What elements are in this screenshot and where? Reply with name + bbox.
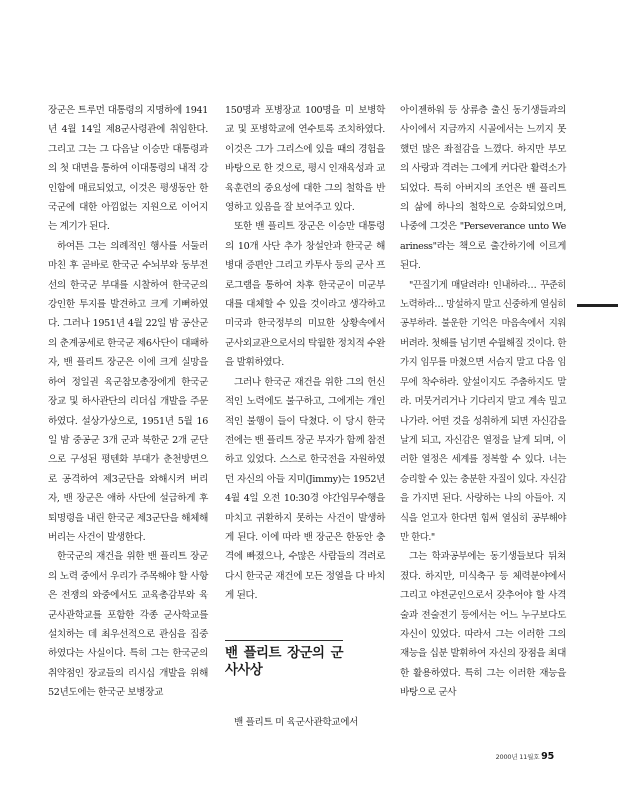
text-column-3	[400, 101, 566, 703]
paragraph: 한국군의 재건을 위한 밴 플리트 장군의 노력 중에서 우리가 주목해야 할 사항은 전쟁의 와중에서도 교육총감부와 육군사관학교를 포함한 각종 군사학교를 설치하는 데 최우선적으로 관심을 집중하였다는 사실이다. 특히 그는 한국군의 취약점인 장교들의 리시십 개발을 위해 52년도에는 한국군 보병장교	[48, 551, 208, 699]
paragraph: 아이젠하워 등 상류층 출신 동기생들과의 사이에서 지금까지 시골에서는 느끼지 못했던 많은 좌절감을 느꼈다. 하지만 부모의 사랑과 격려는 그에게 커다란 활력소가 되었다. 특히 아버지의 조언은 밴 플리트의 삶에 하나의 철학으로 승화되었으며, 나중에 그것은 "Perseverance unto Weariness"라는 책으로 출간하기에 이르게 된다.	[400, 105, 566, 272]
paragraph: 그러나 한국군 재건을 위한 그의 헌신적인 노력에도 불구하고, 그에게는 개인적인 불행이 들이 닥쳤다. 이 당시 한국전에는 밴 플리트 장군 부자가 함께 참전하고 있었다. 스스로 한국전을 자원하였던 자신의 아들 지미(Jimmy)는 1952년 4월 4일 오전 10:30경 야간임무수행을 마치고 귀환하지 못하는 사건이 발생하게 된다. 이에 따라 밴 장군은 한동안 충격에 빠졌으나, 수많은 사람들의 격려로 다시 한국군 재건에 모든 정열을 다 바치게 된다.	[225, 376, 385, 602]
margin-rule	[577, 304, 618, 307]
page-number: 95	[541, 751, 554, 762]
issue-label: 2000년 11월호	[495, 753, 540, 761]
paragraph: 밴 플리트 미 육군사관학교에서	[234, 716, 359, 728]
text-column-1	[48, 101, 208, 703]
block-quote: "끈질기게 매달려라! 인내하라… 꾸준히 노력하라… 망설하지 말고 신중하게 열심히 공부하라. 불운한 기억은 마음속에서 지워 버려라. 첫해를 넘기면 수월해질 것이다. 한 가지 임무를 마쳤으면 서슴지 말고 다음 임무에 착수하라. 앞설이지도 주춤하지도 말라. 머뭇거리거나 기다리지 말고 계속 밀고 나가라. 어떤 것을 성취하게 되면 자신감을 날게 되고, 자신감은 열정을 날게 되며, 이러한 열정은 세계를 정복할 수 있다. 너는 승리할 수 있는 충분한 자질이 있다. 자신감을 가지면 된다. 사랑하는 나의 아들아. 지식을 얻고자 한다면 힘써 열심히 공부해야만 한다."	[400, 279, 566, 543]
section-heading: 밴 플리트 장군의 군사사상	[225, 640, 343, 679]
paragraph: 그는 학과공부에는 동기생들보다 뒤쳐졌다. 하지만, 미식축구 등 체력분야에서 그리고 야전군인으로서 갖추어야 할 사격술과 전술전기 등에서는 어느 누구보다도 자신이 있었다. 따라서 그는 이러한 그의 재능을 십분 발휘하여 자신의 장점을 최대한 활용하였다. 특히 그는 이러한 재능을 바탕으로 군사	[400, 551, 566, 699]
paragraph: 또한 밴 플리트 장군은 이승만 대통령의 10개 사단 추가 창설안과 한국군 해병대 증편안 그리고 카투사 등의 군사 프로그램을 통하여 차후 한국군이 미군부대를 대체할 수 있을 것이라고 생각하고 미국과 한국정부의 미묘한 상황속에서 군사외교관으로서의 탁월한 정치적 수완을 발휘하였다.	[225, 221, 385, 369]
paragraph: 150명과 포병장교 100명을 미 보병학교 및 포병학교에 연수토록 조치하였다. 이것은 그가 그리스에 있을 때의 경험을 바탕으로 한 것으로, 평시 인재육성과 교육훈련의 중요성에 대한 그의 철학을 반영하고 있음을 잘 보여주고 있다.	[225, 105, 385, 214]
paragraph: 장군은 트루먼 대통령의 지명하에 1941년 4월 14일 제8군사령관에 취임한다. 그리고 그는 그 다음날 이승만 대통령과의 첫 대면을 통하여 이대통령의 내적 강인함에 매료되었고, 이것은 평생동안 한국군에 대한 아낌없는 지원으로 이어지는 계기가 된다.	[48, 105, 208, 233]
page-footer	[496, 751, 554, 762]
paragraph: 하여튼 그는 의례적인 행사를 서둘러 마친 후 곧바로 한국군 수뇌부와 동부전선의 한국군 부대를 시찰하여 한국군의 강인한 투지를 발견하고 크게 기뻐하였다. 그러나 1951년 4월 22일 밤 공산군의 춘계공세로 한국군 제6사단이 대패하자, 밴 플리트 장군은 이에 크게 실망을 하여 정일권 육군참모총장에게 한국군 장교 및 하사관단의 리더십 개발을 주문하였다. 설상가상으로, 1951년 5월 16일 밤 중공군 3개 군과 북한군 2개 군단으로 구성된 평텐화 부대가 춘천방면으로 공격하여 제3군단을 와해시켜 버리자, 밴 장군은 애하 사단에 설급하게 후퇴명령을 내린 한국군 제3군단을 해체해 버리는 사건이 발생한다.	[48, 240, 208, 543]
text-column-2	[225, 101, 385, 732]
